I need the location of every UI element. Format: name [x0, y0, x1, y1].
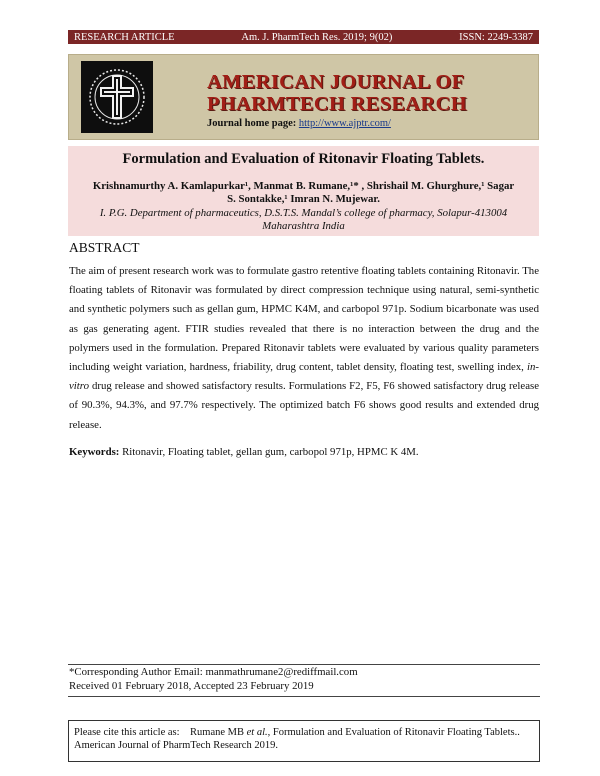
homepage-label: Journal home page: — [207, 118, 297, 129]
citation-info: Am. J. PharmTech Res. 2019; 9(02) — [241, 31, 393, 43]
citation-authors: Rumane MB — [190, 727, 247, 738]
abstract-heading: ABSTRACT — [69, 240, 140, 255]
footnote-bottom-divider — [68, 696, 540, 697]
citation-box — [68, 720, 540, 762]
citation-text: Formulation and Evaluation of Ritonavir Floating Tablets.. American Journal of PharmTech Research 2019. — [74, 727, 520, 751]
article-type: RESEARCH ARTICLE — [74, 31, 175, 43]
affiliation: I. P.G. Department of pharmaceutics, D.S.T.S. Mandal’s college of pharmacy, Solapur-413004 Maharashtra India — [99, 207, 508, 232]
keywords-label: Keywords: — [69, 446, 120, 458]
journal-logo — [81, 61, 153, 133]
cross-emblem-icon — [81, 61, 153, 133]
received-dates: Received 01 February 2018, Accepted 23 February 2019 — [69, 679, 314, 692]
homepage-link[interactable]: http://www.ajptr.com/ — [298, 118, 391, 129]
keywords — [69, 446, 539, 458]
journal-title: AMERICAN JOURNAL OF PHARMTECH RESEARCH — [207, 71, 467, 115]
paper-title: Formulation and Evaluation of Ritonavir Floating Tablets. — [122, 151, 485, 167]
journal-banner — [68, 54, 539, 140]
abstract-body: The aim of present research work was to formulate gastro retentive floating tablets containing Ritonavir. The floating tablets of Ritonavir was formulated by direct compression technique using natural, semi-synthetic and synthetic polymers such as gellan gum, HPMC K4M, and carbopol 971p. Sodium bicarbonate was used as gas generating agent. FTIR studies revealed that there is no interaction between the drug and the polymers used in the formulation. Prepared Ritonavir tablets were evaluated by various quality parameters including weight variation, hardness, friability, drug content, tablet density, floating test, swelling index, in-vitro drug release and showed satisfactory results. Formulations F2, F5, F6 showed satisfactory drug release of 90.3%, 94.3%, and 97.7% respectively. The optimized batch F6 shows good results and extended drug release. — [69, 265, 539, 431]
issn: ISSN: 2249-3387 — [459, 31, 533, 43]
keywords-list: Ritonavir, Floating tablet, gellan gum, carbopol 971p, HPMC K 4M. — [122, 446, 419, 458]
author-list: Krishnamurthy A. Kamlapurkar¹, Manmat B. Rumane,¹* , Shrishail M. Ghurghure,¹ Sagar S. Sontakke,¹ Imran N. Mujewar. — [92, 180, 515, 205]
journal-homepage — [207, 118, 391, 129]
running-header — [68, 30, 539, 44]
citation-prefix: Please cite this article as: — [74, 727, 180, 738]
footnote — [69, 666, 358, 693]
footnote-divider — [68, 664, 540, 665]
title-block — [68, 146, 539, 236]
citation-etal: et al., — [246, 727, 271, 738]
corresponding-email: *Corresponding Author Email: manmathrumane2@rediffmail.com — [69, 666, 358, 678]
